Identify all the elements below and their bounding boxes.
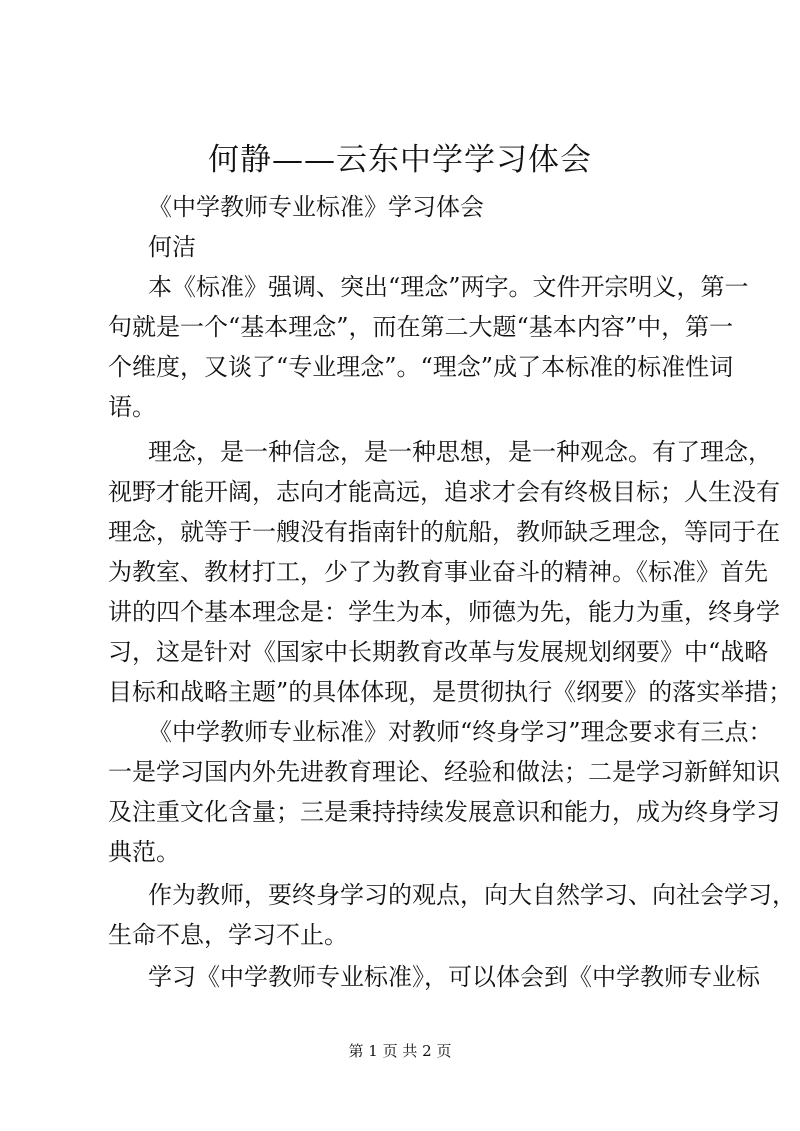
paragraph-line: 典范。 [108,838,180,866]
paragraph-line: 视野才能开阔，志向才能高远，追求才会有终极目标；人生没有 [108,478,780,506]
document-title: 何静——云东中学学习体会 [208,142,592,178]
paragraph-line: 句就是一个“基本理念”，而在第二大题“基本内容”中，第一 [108,313,734,341]
paragraph-line: 理念，就等于一艘没有指南针的航船，教师缺乏理念，等同于在 [108,518,780,546]
paragraph-line: 学习《中学教师专业标准》，可以体会到《中学教师专业标 [148,963,760,991]
paragraph-line: 《中学教师专业标准》对教师“终身学习”理念要求有三点： [148,718,773,746]
page-footer: 第 1 页 共 2 页 [348,1042,452,1060]
author-line: 何洁 [148,233,196,261]
paragraph-line: 理念，是一种信念，是一种思想，是一种观念。有了理念， [148,438,772,466]
paragraph-line: 目标和战略主题”的具体体现，是贯彻执行《纲要》的落实举措； [108,678,793,706]
paragraph-line: 及注重文化含量；三是秉持持续发展意识和能力，成为终身学习 [108,798,780,826]
paragraph-line: 作为教师，要终身学习的观点，向大自然学习、向社会学习， [148,881,796,909]
paragraph-line: 生命不息，学习不止。 [108,921,348,949]
subtitle-line: 《中学教师专业标准》学习体会 [148,193,484,221]
paragraph-line: 为教室、教材打工，少了为教育事业奋斗的精神。《标准》首先 [108,558,768,586]
paragraph-line: 语。 [108,393,156,421]
paragraph-line: 一是学习国内外先进教育理论、经验和做法；二是学习新鲜知识 [108,758,780,786]
paragraph-line: 个维度，又谈了“专业理念”。“理念”成了本标准的标准性词 [108,353,734,381]
paragraph-line: 习，这是针对《国家中长期教育改革与发展规划纲要》中“战略 [108,638,769,666]
paragraph-line: 本《标准》强调、突出“理念”两字。文件开宗明义，第一 [148,273,749,301]
paragraph-line: 讲的四个基本理念是：学生为本，师德为先，能力为重，终身学 [108,598,780,626]
